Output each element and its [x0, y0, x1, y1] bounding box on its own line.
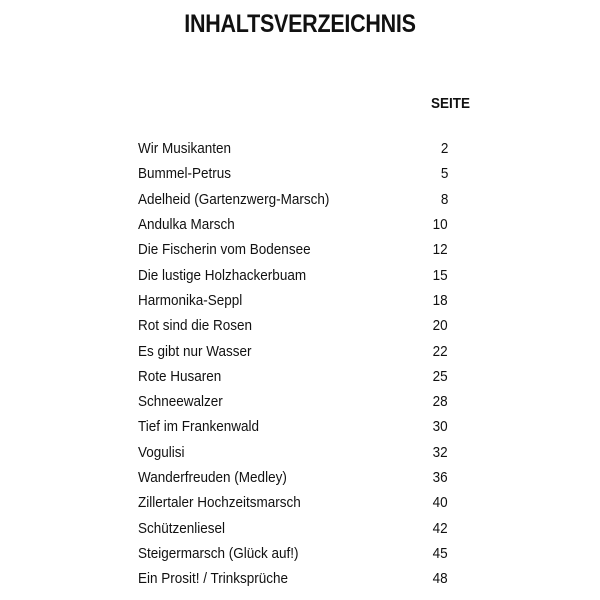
toc-entry — [138, 262, 448, 287]
entry-title: Adelheid (Gartenzwerg-Marsch) — [138, 190, 330, 208]
entry-title: Vogulisi — [138, 443, 185, 461]
page-column-header: SEITE — [430, 95, 470, 112]
entry-title: Harmonika-Seppl — [138, 291, 243, 309]
entry-page: 2 — [440, 140, 448, 158]
entry-title: Ein Prosit! / Trinksprüche — [138, 570, 289, 588]
entry-title: Die Fischerin vom Bodensee — [138, 241, 311, 259]
entry-title: Es gibt nur Wasser — [138, 342, 252, 360]
toc-entry — [138, 541, 448, 566]
toc-entry — [138, 465, 448, 490]
toc-entry — [138, 490, 448, 515]
entry-title: Die lustige Holzhackerbuam — [138, 266, 307, 284]
entry-page: 18 — [432, 291, 448, 309]
entry-title: Wir Musikanten — [138, 140, 232, 158]
entry-page: 10 — [432, 216, 448, 234]
toc-entry — [138, 515, 448, 540]
entry-page: 25 — [432, 367, 448, 385]
toc-entry — [138, 364, 448, 389]
entry-title: Andulka Marsch — [138, 216, 235, 234]
entry-page: 5 — [440, 165, 448, 183]
entry-page: 48 — [432, 570, 448, 588]
entry-page: 15 — [432, 266, 448, 284]
entry-page: 30 — [432, 418, 448, 436]
page-title: INHALTSVERZEICHNIS — [184, 10, 416, 38]
toc-entry — [138, 566, 448, 591]
toc-entry — [138, 161, 448, 186]
entry-page: 22 — [432, 342, 448, 360]
entry-title: Wanderfreuden (Medley) — [138, 469, 287, 486]
entry-title: Rote Husaren — [138, 367, 222, 385]
toc-entry — [138, 338, 448, 363]
toc-entry — [138, 313, 448, 338]
toc-entry — [138, 212, 448, 237]
entry-page: 8 — [440, 190, 448, 208]
entry-page: 42 — [432, 519, 448, 537]
toc-entry — [138, 136, 448, 161]
entry-page: 32 — [432, 443, 448, 461]
toc-entry — [138, 187, 448, 212]
entry-page: 28 — [432, 393, 448, 411]
toc-entry — [138, 414, 448, 439]
entry-page: 12 — [432, 241, 448, 259]
entry-page: 20 — [432, 317, 448, 335]
entry-title: Rot sind die Rosen — [138, 317, 253, 335]
entry-title: Tief im Frankenwald — [138, 418, 260, 436]
table-of-contents — [138, 136, 448, 591]
entry-title: Schneewalzer — [138, 393, 223, 411]
toc-entry — [138, 237, 448, 262]
entry-page: 36 — [432, 469, 448, 486]
entry-page: 45 — [432, 544, 448, 562]
entry-page: 40 — [432, 494, 448, 512]
toc-entry — [138, 440, 448, 465]
entry-title: Bummel-Petrus — [138, 165, 232, 183]
toc-entry — [138, 288, 448, 313]
entry-title: Steigermarsch (Glück auf!) — [138, 544, 299, 562]
entry-title: Zillertaler Hochzeitsmarsch — [138, 494, 301, 512]
toc-entry — [138, 389, 448, 414]
entry-title: Schützenliesel — [138, 519, 226, 537]
